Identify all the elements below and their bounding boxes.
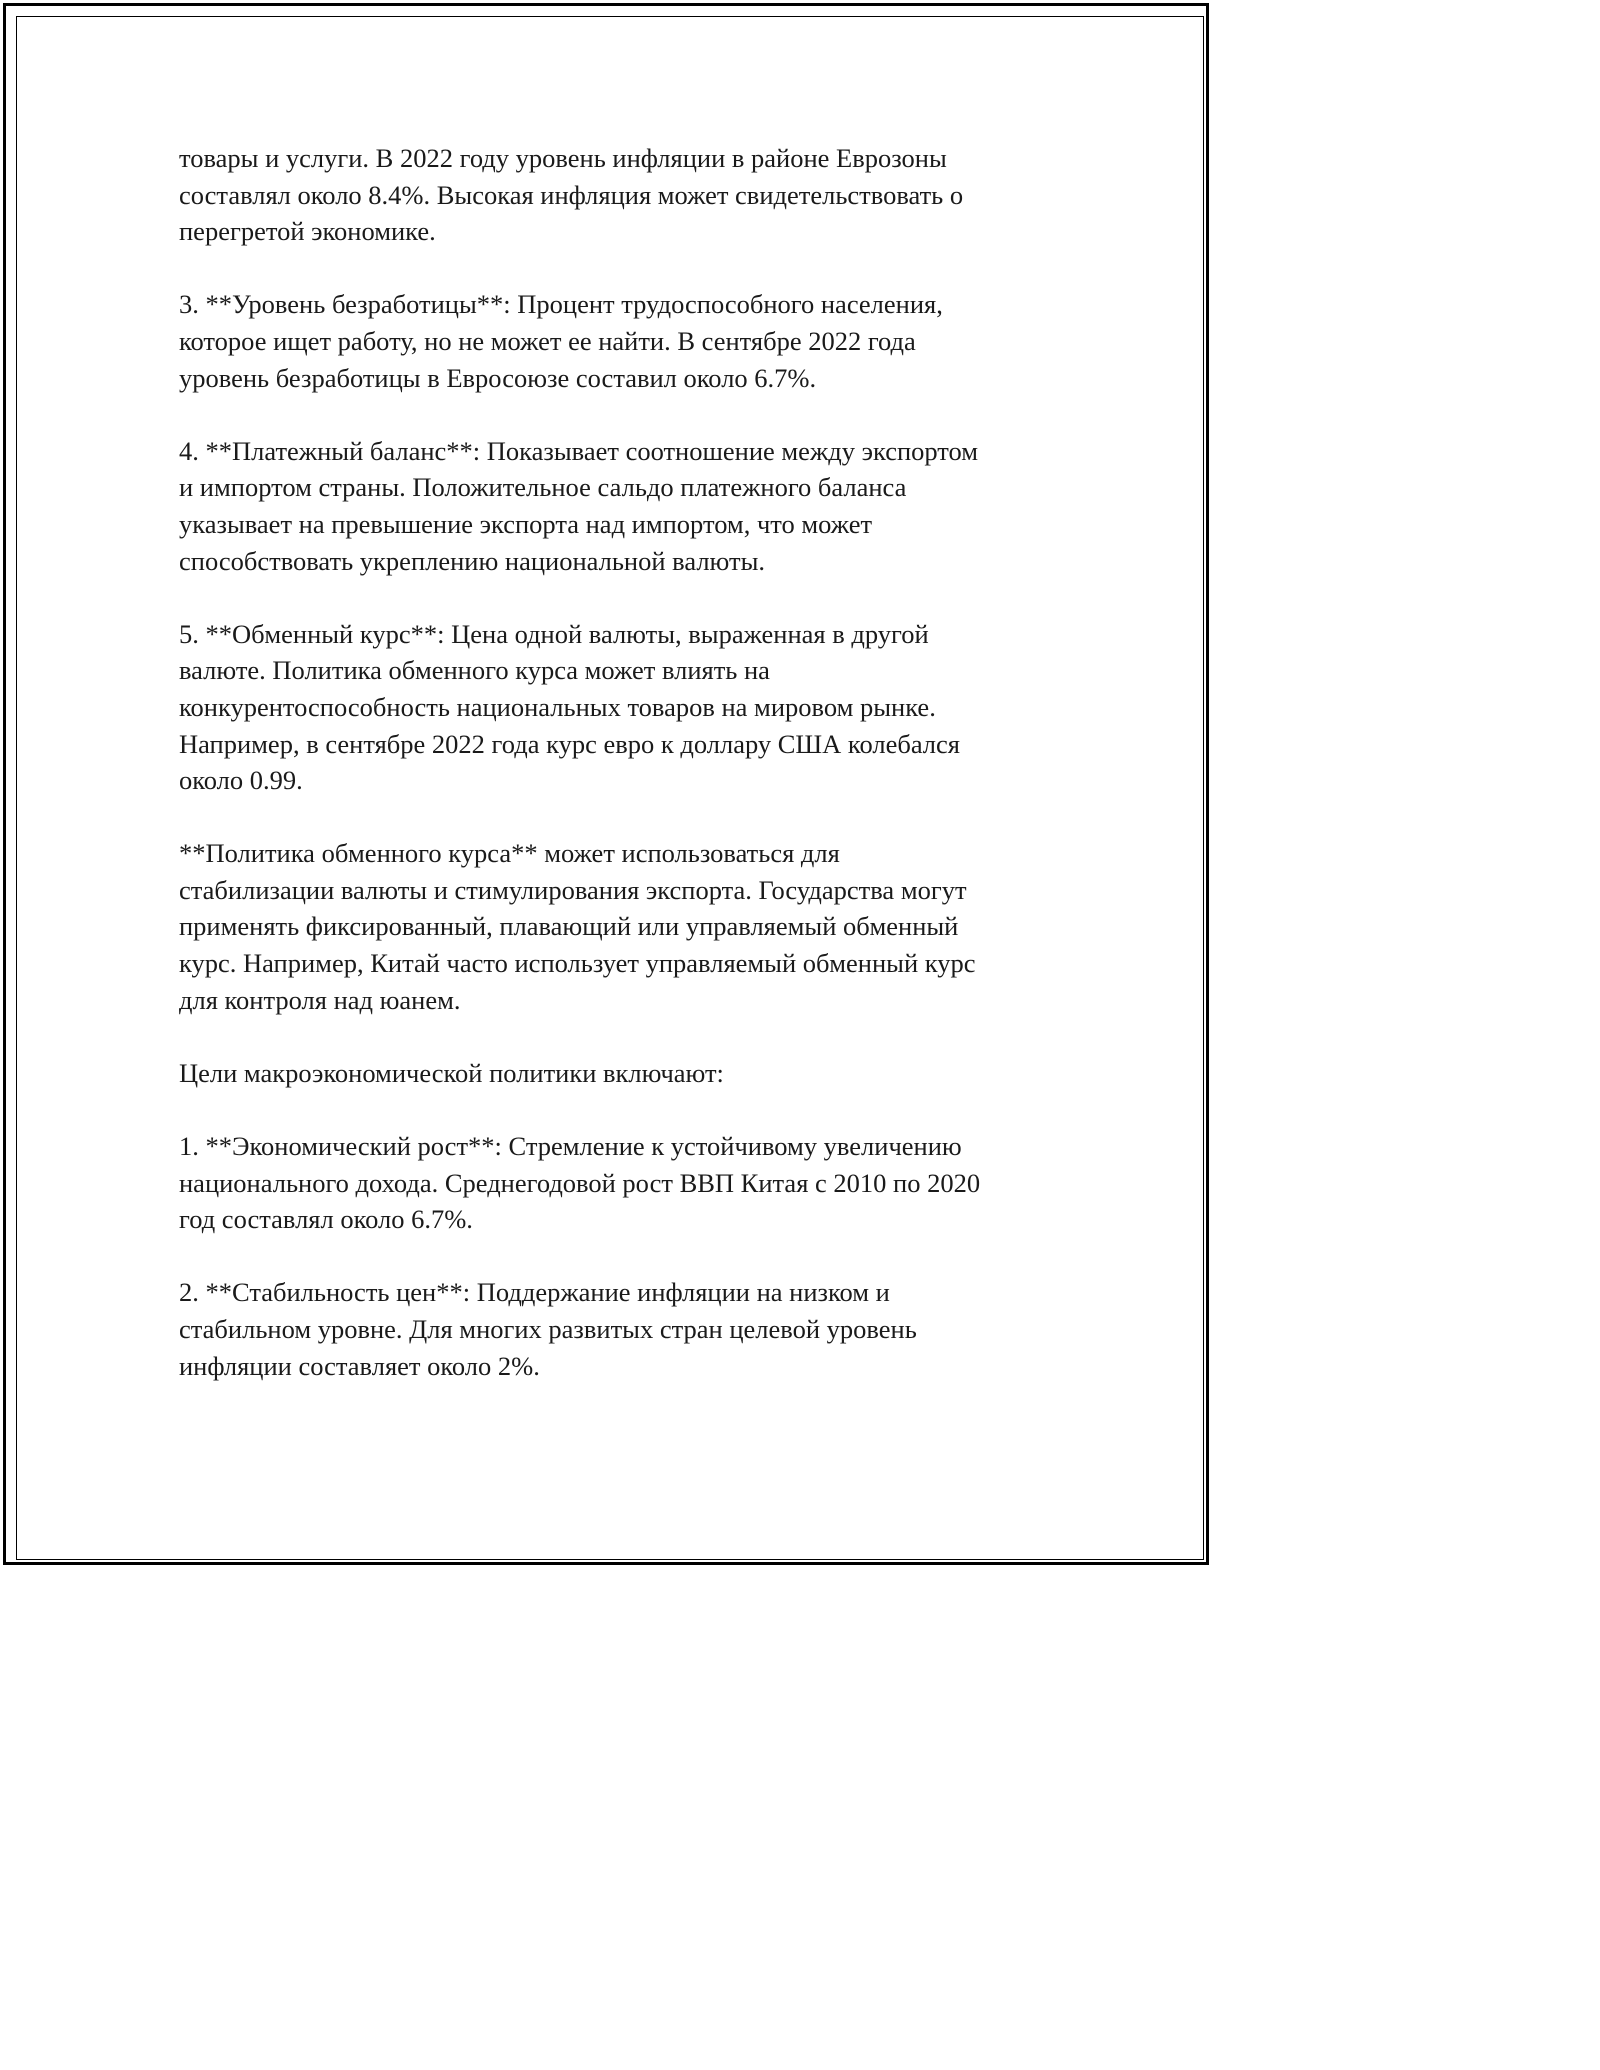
paragraph-balance-of-payments: 4. **Платежный баланс**: Показывает соотношение между экспортом и импортом страны. Положительное сальдо платежного баланса указывает на превышение экспорта над импортом, что может способствовать укреплению национальной валюты. — [179, 435, 979, 576]
paragraph-exchange-rate-policy: **Политика обменного курса** может использоваться для стабилизации валюты и стимулирования экспорта. Государства могут применять фиксированный, плавающий или управляемый обменный курс. Например, Китай часто использует управляемый обменный курс для контроля над юанем. — [179, 838, 976, 1015]
paragraph-economic-growth: 1. **Экономический рост**: Стремление к устойчивому увеличению национального дохода. Среднегодовой рост ВВП Китая с 2010 по 2020 год составлял около 6.7%. — [179, 1131, 981, 1235]
paragraph-policy-goals-intro: Цели макроэкономической политики включают: — [179, 1057, 724, 1088]
paragraph-unemployment: 3. **Уровень безработицы**: Процент трудоспособного населения, которое ищет работу, но не может ее найти. В сентябре 2022 года уровень безработицы в Евросоюзе составил около 6.7%. — [179, 289, 943, 393]
paragraph-exchange-rate: 5. **Обменный курс**: Цена одной валюты, выраженная в другой валюте. Политика обменного курса может влиять на конкурентоспособность национальных товаров на мировом рынке. Например, в сентябре 2022 года курс евро к доллару США колебался около 0.99. — [179, 618, 960, 796]
document-body — [179, 140, 1049, 1421]
paragraph-price-stability: 2. **Стабильность цен**: Поддержание инфляции на низком и стабильном уровне. Для многих развитых стран целевой уровень инфляции составляет около 2%. — [179, 1277, 917, 1381]
paragraph-inflation-continued: товары и услуги. В 2022 году уровень инфляции в районе Еврозоны составлял около 8.4%. Высокая инфляция может свидетельствовать о перегретой экономике. — [179, 143, 964, 247]
